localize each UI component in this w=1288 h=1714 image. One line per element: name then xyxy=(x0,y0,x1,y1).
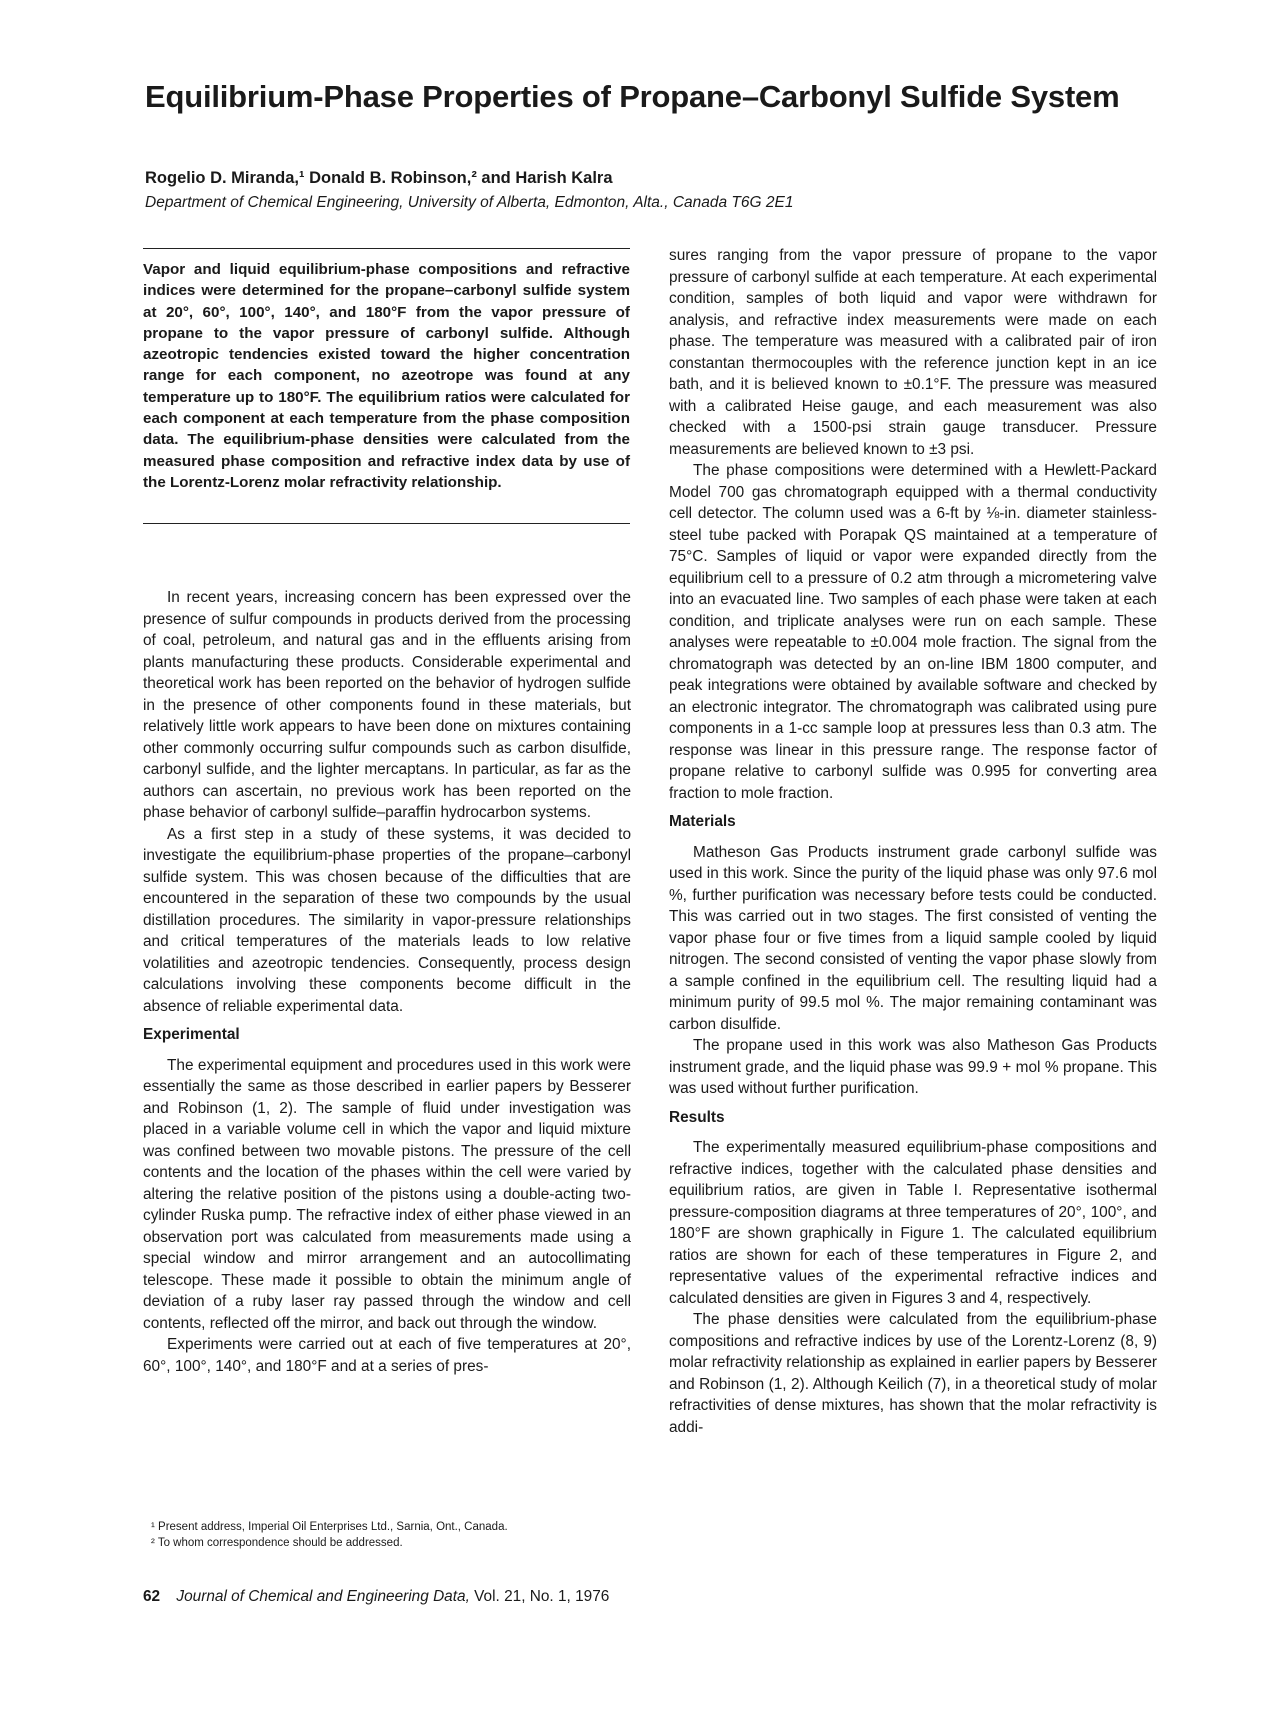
right-column xyxy=(669,245,1157,1438)
footnote-2: ² To whom correspondence should be addressed. xyxy=(151,1537,403,1549)
abstract-bottom-rule xyxy=(143,523,630,524)
footnote-1: ¹ Present address, Imperial Oil Enterprises Ltd., Sarnia, Ont., Canada. xyxy=(151,1521,508,1533)
author-list: Rogelio D. Miranda,¹ Donald B. Robinson,² and Harish Kalra xyxy=(145,169,613,187)
paper-title: Equilibrium-Phase Properties of Propane–Carbonyl Sulfide System xyxy=(145,79,1120,114)
results-heading: Results xyxy=(669,1108,725,1126)
journal-name: Journal of Chemical and Engineering Data, xyxy=(176,1588,470,1605)
materials-paragraph-2: The propane used in this work was also Matheson Gas Products instrument grade, and the liquid phase was 99.9 + mol % propane. This was used without further purification. xyxy=(669,1037,1157,1097)
journal-volume: Vol. 21, No. 1, 1976 xyxy=(474,1588,610,1605)
materials-paragraph-1: Matheson Gas Products instrument grade carbonyl sulfide was used in this work. Since the purity of the liquid phase was only 97.6 mol %, further purification was necessary before tests could be conducted. This was carried out in two stages. The first consisted of venting the vapor phase four or five times from a liquid sample cooled by liquid nitrogen. The second consisted of venting the vapor phase slowly from a sample confined in the equilibrium cell. The resulting liquid had a minimum purity of 99.5 mol %. The major remaining contaminant was carbon disulfide. xyxy=(669,843,1157,1033)
results-paragraph-1: The experimentally measured equilibrium-phase compositions and refractive indices, together with the calculated phase densities and equilibrium ratios, are given in Table I. Representative isothermal pressure-composition diagrams at three temperatures of 20°, 100°, and 180°F are shown graphically in Figure 1. The calculated equilibrium ratios are shown for each of these temperatures in Figure 2, and representative values of the experimental refractive indices and calculated densities are given in Figures 3 and 4, respectively. xyxy=(669,1139,1157,1307)
abstract-top-rule xyxy=(143,248,630,249)
experimental-paragraph-2-continued: sures ranging from the vapor pressure of propane to the vapor pressure of carbonyl sulfide at each temperature. At each experimental condition, samples of both liquid and vapor were withdrawn for analysis, and refractive index measurements were made on each phase. The temperature was measured with a calibrated pair of iron constantan thermocouples with the reference junction kept in an ice bath, and it is believed known to ±0.1°F. The pressure was measured with a calibrated Heise gauge, and each measurement was also checked with a 1500-psi strain gauge transducer. Pressure measurements are believed known to ±3 psi. xyxy=(669,247,1157,458)
results-paragraph-2: The phase densities were calculated from the equilibrium-phase compositions and refractive indices by use of the Lorentz-Lorenz (8, 9) molar refractivity relationship as explained in earlier papers by Besserer and Robinson (1, 2). Although Keilich (7), in a theoretical study of molar refractivities of dense mixtures, has shown that the molar refractivity is addi- xyxy=(669,1311,1157,1436)
experimental-paragraph-3: The phase compositions were determined with a Hewlett-Packard Model 700 gas chromatograph equipped with a thermal conductivity cell detector. The column used was a 6-ft by ⅛-in. diameter stainless-steel tube packed with Porapak QS maintained at a temperature of 75°C. Samples of liquid or vapor were expanded directly from the equilibrium cell to a pressure of 0.2 atm through a micrometering valve into an evacuated line. Two samples of each phase were taken at each condition, and triplicate analyses were run on each sample. These analyses were repeatable to ±0.004 mole fraction. The signal from the chromatograph was detected by an on-line IBM 1800 computer, and peak integrations were obtained by available software and checked by an electronic integrator. The chromatograph was calibrated using pure components in a 1-cc sample loop at pressures less than 0.3 atm. The response was linear in this pressure range. The response factor of propane relative to carbonyl sulfide was 0.995 for converting area fraction to mole fraction. xyxy=(669,462,1157,802)
experimental-paragraph-1: The experimental equipment and procedures used in this work were essentially the same as those described in earlier papers by Besserer and Robinson (1, 2). The sample of fluid under investigation was placed in a variable volume cell in which the vapor and liquid mixture was confined between two movable pistons. The pressure of the cell contents and the location of the phases within the cell were varied by altering the relative position of the pistons using a double-acting two-cylinder Ruska pump. The refractive index of either phase viewed in an observation port was calculated from measurements made using a special window and mirror arrangement and an autocollimating telescope. These made it possible to obtain the minimum angle of deviation of a ruby laser ray passed through the window and cell contents, reflected off the mirror, and back out through the window. xyxy=(143,1056,631,1332)
intro-paragraph-1: In recent years, increasing concern has been expressed over the presence of sulfur compounds in products derived from the processing of coal, petroleum, and natural gas and in the effluents arising from plants manufacturing these products. Considerable experimental and theoretical work has been reported on the behavior of hydrogen sulfide in the presence of other components found in these materials, but relatively little work appears to have been done on mixtures containing other commonly occurring sulfur compounds such as carbon disulfide, carbonyl sulfide, and the lighter mercaptans. In particular, as far as the authors can ascertain, no previous work has been reported on the phase behavior of carbonyl sulfide–paraffin hydrocarbon systems. xyxy=(143,589,631,821)
experimental-heading: Experimental xyxy=(143,1026,240,1043)
left-column xyxy=(143,587,631,1377)
page-footer xyxy=(143,1588,743,1606)
footnotes xyxy=(143,1519,630,1551)
materials-heading: Materials xyxy=(669,813,736,830)
experimental-paragraph-2: Experiments were carried out at each of five temperatures at 20°, 60°, 100°, 140°, and 180°F and at a series of pres- xyxy=(143,1336,631,1375)
page-number: 62 xyxy=(143,1588,161,1605)
abstract: Vapor and liquid equilibrium-phase compositions and refractive indices were determined for the propane–carbonyl sulfide system at 20°, 60°, 100°, 140°, and 180°F from the vapor pressure of propane to the vapor pressure of carbonyl sulfide. Although azeotropic tendencies existed toward the higher concentration range for each component, no azeotrope was found at any temperature up to 180°F. The equilibrium ratios were calculated for each component at each temperature from the phase composition data. The equilibrium-phase densities were calculated from the measured phase composition and refractive index data by use of the Lorentz-Lorenz molar refractivity relationship. xyxy=(143,261,630,491)
affiliation: Department of Chemical Engineering, University of Alberta, Edmonton, Alta., Canada T6G 2E1 xyxy=(145,194,794,211)
intro-paragraph-2: As a first step in a study of these systems, it was decided to investigate the equilibrium-phase properties of the propane–carbonyl sulfide system. This was chosen because of the difficulties that are encountered in the separation of these two compounds by the usual distillation procedures. The similarity in vapor-pressure relationships and critical temperatures of the materials leads to low relative volatilities and azeotropic tendencies. Consequently, process design calculations involving these components become difficult in the absence of reliable experimental data. xyxy=(143,825,631,1015)
